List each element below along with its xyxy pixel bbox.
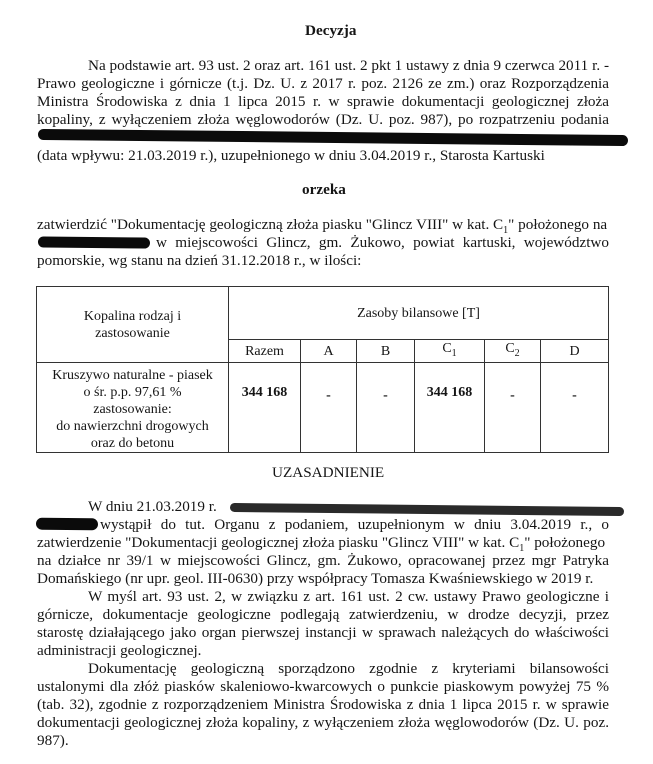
paragraph-line: Na podstawie art. 93 ust. 2 oraz art. 161 ust. 2 pkt 1 ustawy z dnia 9 czerwca 2011 r. - [88,57,609,74]
uzasadnienie-tail: " położonego [524,534,606,551]
orzeka-text: zatwierdzić "Dokumentację geologiczną złoża piasku "Glincz VIII" w kat. C [37,216,504,233]
paragraph-line: (data wpływu: 21.03.2019 r.), uzupełnionego w dniu 3.04.2019 r., Starosta Kartuski [37,147,545,164]
table-header-zasoby: Zasoby bilansowe [T] [229,287,609,340]
table-cell-d: - [541,363,609,453]
uzasadnienie-line: wystąpił do tut. Organu z podaniem, uzupełnionym w dniu 3.04.2019 r., o [100,516,609,533]
uzasadnienie-line: Dokumentację geologiczną sporządzono zgodnie z kryteriami bilansowości [88,660,609,677]
redaction-bar [38,129,628,146]
table-subheader: $C_1$ [415,340,485,363]
redaction-bar [230,503,624,516]
category-subscript: 1 [519,543,525,555]
uzasadnienie-line: W dniu 21.03.2019 r. [88,498,217,515]
uzasadnienie-line: Domańskiego (nr upr. geol. III-0630) przy współpracy Tomasza Kwaśniewskiego w 2019 r. [37,570,594,587]
uzasadnienie-line: 987). [37,732,69,749]
uzasadnienie-line: górnicze, dokumentacje geologiczne podlegają zatwierdzeniu, w drodze decyzji, przez [37,606,609,623]
uzasadnienie-line: W myśl art. 93 ust. 2, w związku z art. 161 ust. 2 cw. ustawy Prawo geologiczne i [88,588,609,605]
uzasadnienie-line: ustalonymi dla złóż piasków skaleniowo-kwarcowych o punkcie piaskowym powyżej 75 % [37,678,609,695]
table-subheader: D [541,340,609,363]
paragraph-line: Prawo geologiczne i górnicze (t.j. Dz. U. z 2017 r. poz. 2126 ze zm.) oraz Rozporządzenia [37,75,609,92]
table-subheader: B [357,340,415,363]
table-cell-c2: - [485,363,541,453]
uzasadnienie-heading: UZASADNIENIE [272,464,385,481]
redaction-bar [38,236,150,248]
uzasadnienie-line: na działce nr 39/1 w miejscowości Glincz, gm. Żukowo, opracowanej przez mgr Patryka [37,552,609,569]
table-cell-b: - [357,363,415,453]
orzeka-heading: orzeka [302,181,346,198]
uzasadnienie-line: dokumentacji geologicznej złoża kopaliny, z wyłączeniem złoża węglowodorów (Dz. U. poz. [37,714,609,731]
table-cell-a: - [301,363,357,453]
paragraph-line: Ministra Środowiska z dnia 1 lipca 2015 r. w sprawie dokumentacji geologicznej złoża [37,93,609,110]
table-subheader: A [301,340,357,363]
table-subheader: Razem [229,340,301,363]
uzasadnienie-text: zatwierdzenie "Dokumentacji geologicznej złoża piasku "Glincz VIII" w kat. C [37,534,520,551]
orzeka-line: w miejscowości Glincz, gm. Żukowo, powiat kartuski, województwo [156,234,609,251]
table-cell-razem: 344 168 [229,363,301,453]
resources-table [36,286,609,453]
orzeka-line: pomorskie, wg stanu na dzień 31.12.2018 r., w ilości: [37,252,362,269]
document-title: Decyzja [305,22,357,39]
table-cell-c1: 344 168 [415,363,485,453]
uzasadnienie-line: administracji geologicznej. [37,642,202,659]
uzasadnienie-line: starostę działającego jako organ pierwszej instancji w sprawach należących do właściwości [37,624,609,641]
category-subscript: 1 [503,225,509,237]
paragraph-line: kopaliny, z wyłączeniem złoża węglowodorów (Dz. U. poz. 987), po rozpatrzeniu podania [37,111,609,128]
kopalina-header-text: Kopalina rodzaj i zastosowanie [83,308,182,341]
orzeka-tail: " położonego na [508,216,608,233]
uzasadnienie-line: (tab. 32), zgodnie z rozporządzeniem Ministra Środowiska z dnia 1 lipca 2015 r. w sprawie [37,696,609,713]
table-header-kopalina [37,287,229,363]
redaction-bar [36,518,98,531]
table-row-label: Kruszywo naturalne - piasek o śr. p.p. 97,61 % zastosowanie: do nawierzchni drogowych oraz do betonu [37,363,229,453]
table-subheader: $C_2$ [485,340,541,363]
